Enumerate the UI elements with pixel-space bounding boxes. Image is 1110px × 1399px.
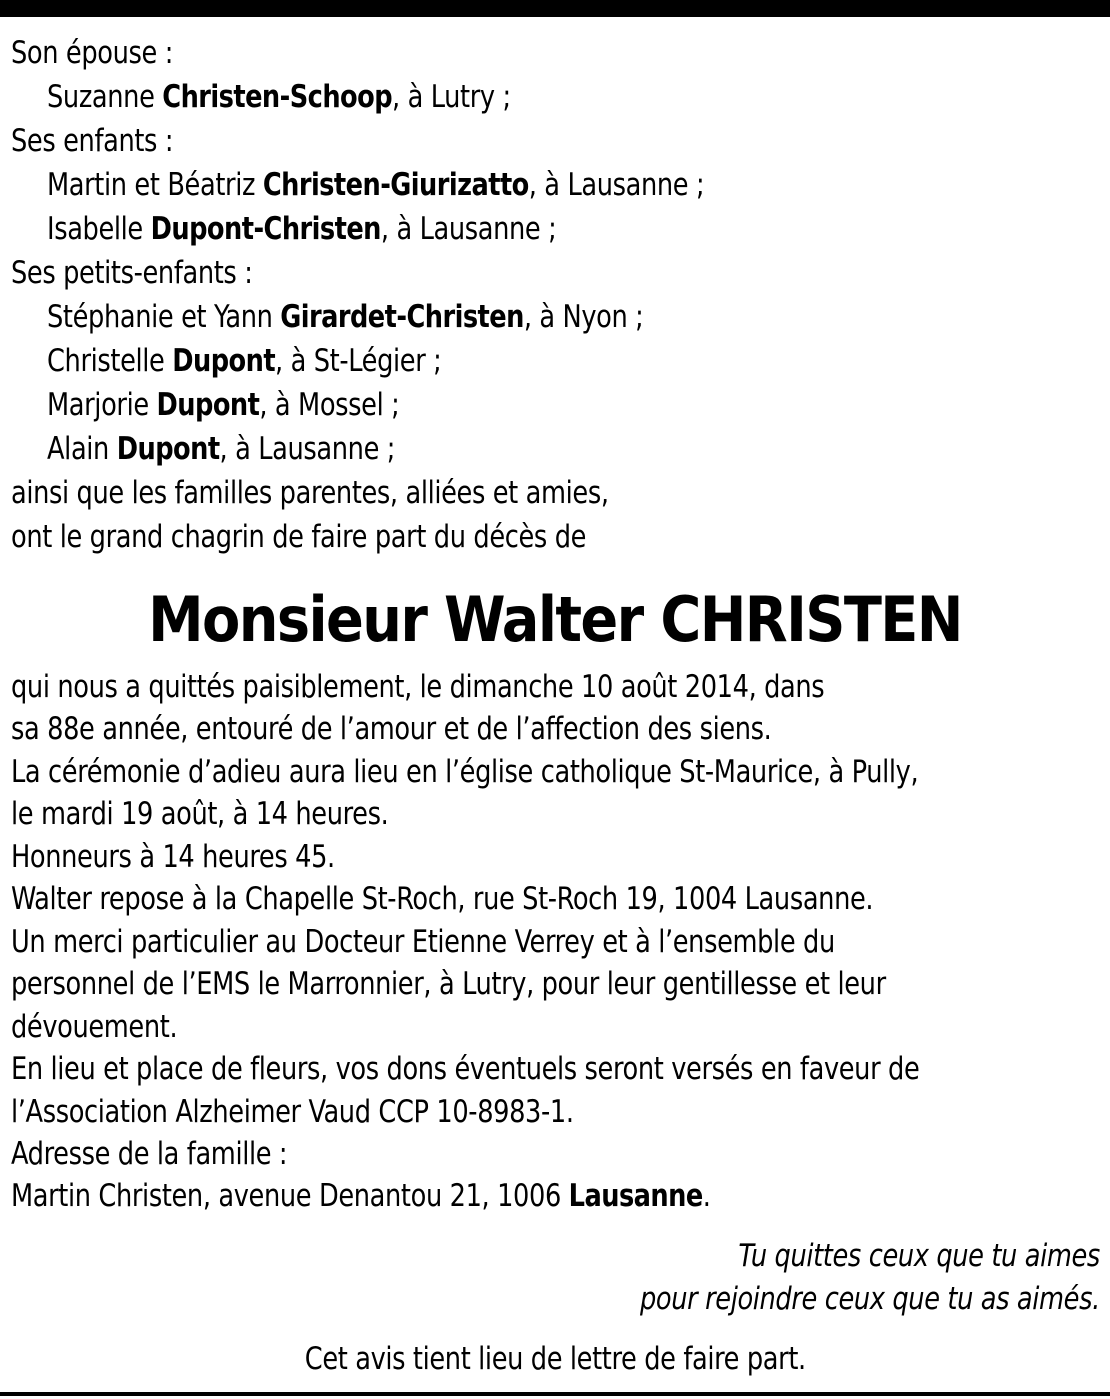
quote-line: Tu quittes ceux que tu aimes (738, 1238, 1100, 1274)
spouse-heading: Son épouse : (11, 35, 173, 71)
deceased-name: Monsieur Walter CHRISTEN (148, 583, 962, 656)
place: , à Lausanne ; (380, 211, 557, 247)
body-line: Walter repose à la Chapelle St-Roch, rue St-Roch 19, 1004 Lausanne. (11, 881, 874, 917)
surname: Dupont-Christen (150, 211, 381, 247)
family-address (11, 1178, 711, 1214)
body-line: Un merci particulier au Docteur Etienne Verrey et à l’ensemble du (11, 924, 835, 960)
body-line: l’Association Alzheimer Vaud CCP 10-8983-1. (11, 1094, 574, 1130)
closing-note (0, 1341, 1110, 1377)
given-names: Suzanne (47, 79, 155, 115)
given-names: Martin et Béatriz (47, 167, 256, 203)
grandchildren-heading: Ses petits-enfants : (11, 255, 253, 291)
place: , à Lutry ; (392, 79, 511, 115)
surname: Christen-Giurizatto (262, 167, 529, 203)
child-line (47, 167, 704, 203)
bottom-rule (0, 1392, 1110, 1396)
grandchild-line (47, 431, 395, 467)
given-names: Alain (47, 431, 109, 467)
given-names: Marjorie (47, 387, 149, 423)
children-heading: Ses enfants : (11, 123, 174, 159)
body-line: sa 88e année, entouré de l’amour et de l’affection des siens. (11, 711, 772, 747)
place: , à St-Légier ; (275, 343, 442, 379)
given-names: Christelle (47, 343, 165, 379)
grandchild-line (47, 343, 441, 379)
top-rule (0, 0, 1110, 17)
grandchild-line (47, 387, 399, 423)
announce-line: ont le grand chagrin de faire part du décès de (11, 519, 587, 555)
grandchild-line (47, 299, 643, 335)
place: , à Lausanne ; (219, 431, 396, 467)
body-line: Honneurs à 14 heures 45. (11, 839, 335, 875)
surname: Christen-Schoop (162, 79, 393, 115)
quote-line: pour rejoindre ceux que tu as aimés. (640, 1281, 1100, 1317)
given-names: Isabelle (47, 211, 143, 247)
address-text: Martin Christen, avenue Denantou 21, 1006 (11, 1178, 569, 1214)
place: , à Nyon ; (523, 299, 644, 335)
surname: Dupont (116, 431, 220, 467)
body-line: qui nous a quittés paisiblement, le dimanche 10 août 2014, dans (11, 669, 825, 705)
body-line: En lieu et place de fleurs, vos dons éventuels seront versés en faveur de (11, 1051, 920, 1087)
body-line: Adresse de la famille : (11, 1136, 288, 1172)
spouse-line (47, 79, 511, 115)
address-city: Lausanne (568, 1178, 703, 1214)
place: , à Mossel ; (259, 387, 400, 423)
surname: Girardet-Christen (280, 299, 524, 335)
surname: Dupont (172, 343, 276, 379)
closing-text: Cet avis tient lieu de lettre de faire part. (304, 1341, 806, 1377)
body-line: La cérémonie d’adieu aura lieu en l’église catholique St-Maurice, à Pully, (11, 754, 919, 790)
body-line: personnel de l’EMS le Marronnier, à Lutry, pour leur gentillesse et leur (11, 966, 886, 1002)
body-line: dévouement. (11, 1009, 178, 1045)
relatives-line: ainsi que les familles parentes, alliées et amies, (11, 475, 609, 511)
body-line: le mardi 19 août, à 14 heures. (11, 796, 389, 832)
surname: Dupont (156, 387, 260, 423)
address-end: . (702, 1178, 711, 1214)
child-line (47, 211, 556, 247)
given-names: Stéphanie et Yann (47, 299, 273, 335)
place: , à Lausanne ; (528, 167, 705, 203)
